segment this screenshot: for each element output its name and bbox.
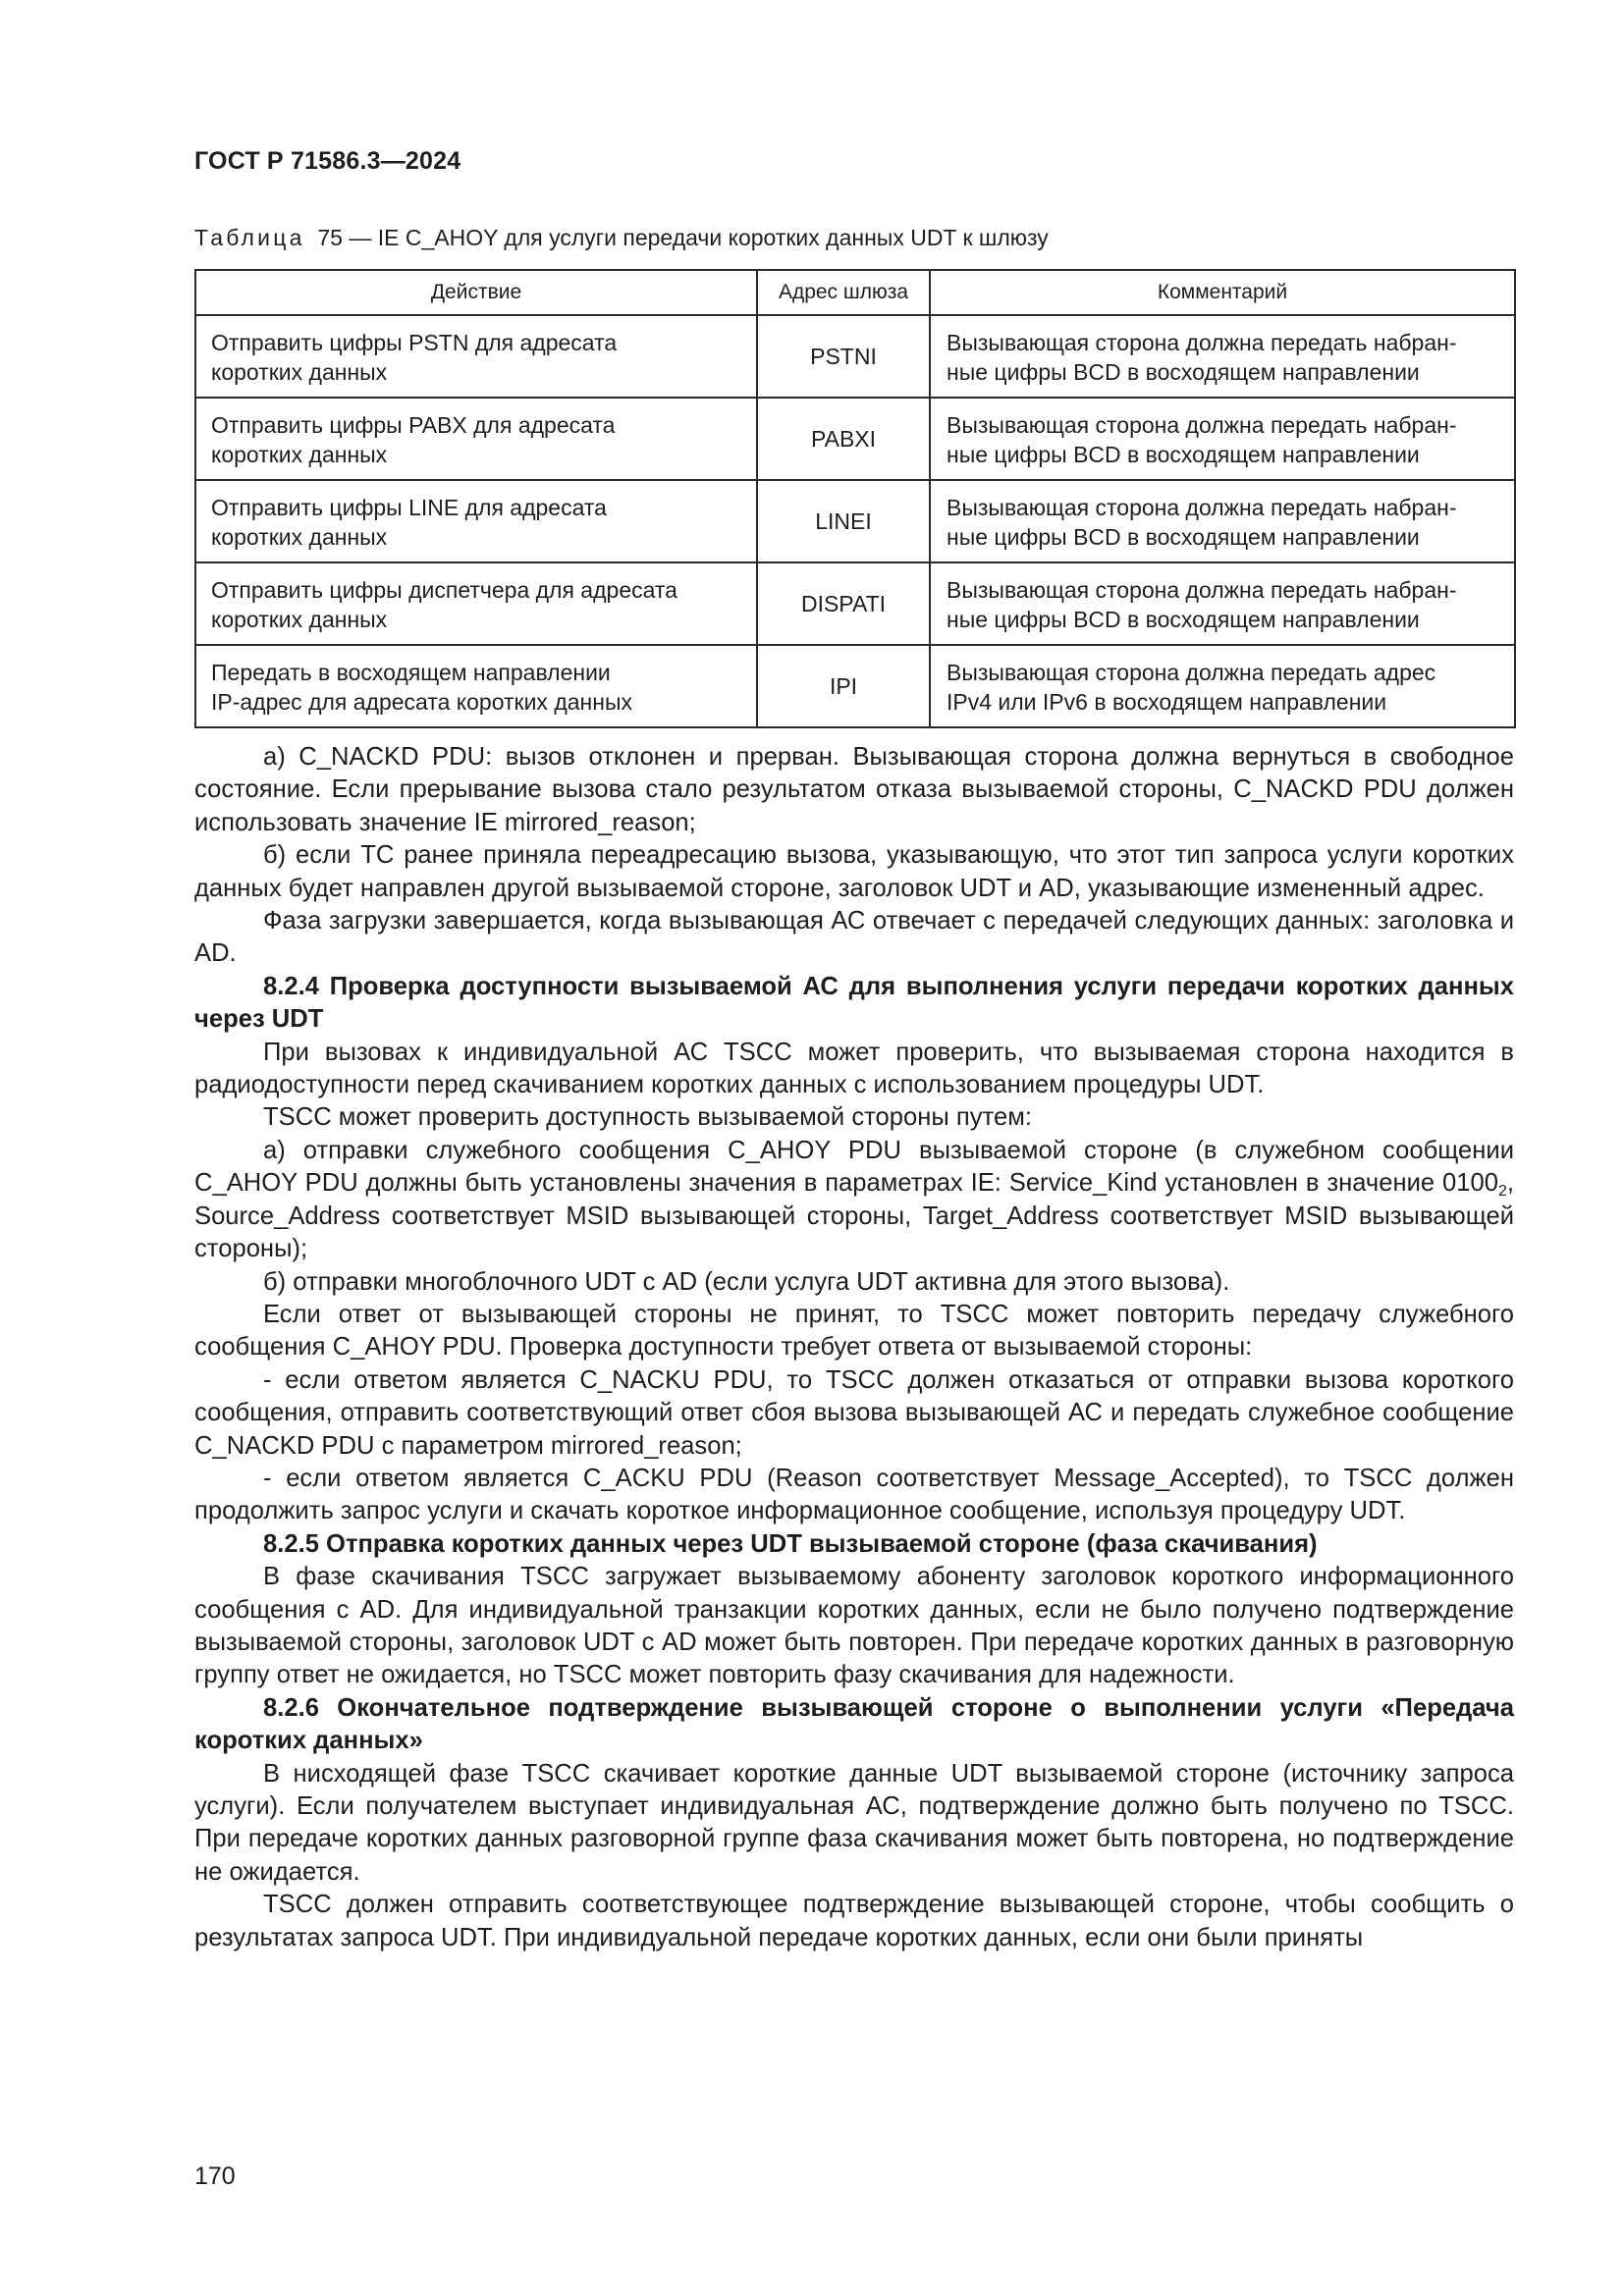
table-row — [195, 645, 1515, 727]
cell-address: PSTNI — [757, 315, 930, 398]
paragraph: В нисходящей фазе TSCC скачивает короткие данные UDT вызываемой стороне (источнику запроса услуги). Если получателем выступает индивидуальная АС, подтверждение должно быть получено по TSCC. При передаче коротких данных разговорной группе фаза скачивания может быть повторена, но подтверждение не ожидается. — [194, 1759, 1514, 1886]
table-row — [195, 315, 1515, 398]
cell-line: ные цифры BCD в восходящем направлении — [947, 359, 1420, 385]
column-header-comment: Комментарий — [930, 270, 1515, 315]
paragraph: б) отправки многоблочного UDT с AD (если услуга UDT активна для этого вызова). — [263, 1267, 1230, 1296]
cell-address: PABXI — [757, 398, 930, 480]
table-caption — [194, 225, 1049, 251]
section-heading: 8.2.5 Отправка коротких данных через UDT вызываемой стороне (фаза скачивания) — [263, 1529, 1318, 1558]
paragraph: TSCC может проверить доступность вызываемой стороны путем: — [263, 1103, 1032, 1132]
paragraph: б) если ТС ранее приняла переадресацию вызова, указывающую, что этот тип запроса услуги коротких данных будет направлен другой вызываемой стороне, заголовок UDT и AD, указывающие измененный адрес. — [194, 841, 1514, 902]
cell-line: ные цифры BCD в восходящем направлении — [947, 524, 1420, 550]
cell-line: IPv4 или IPv6 в восходящем направлении — [947, 689, 1387, 715]
cell-comment — [930, 562, 1515, 645]
cell-line: коротких данных — [211, 607, 388, 632]
column-header-action: Действие — [195, 270, 757, 315]
paragraph-part: а) отправки служебного сообщения C_AHOY PDU вызываемой стороне (в служебном сообщении C_AHOY PDU должны быть установлены значения в параметрах IE: Service_Kind установлен в значение 0100 — [194, 1136, 1514, 1198]
paragraph: а) C_NACKD PDU: вызов отклонен и прерван. Вызывающая сторона должна вернуться в свободное состояние. Если прерывание вызова стало результатом отказа вызываемой стороны, C_NACKD PDU должен использовать значение IE mirrored_reason; — [194, 743, 1514, 836]
subscript: 2 — [1497, 1183, 1507, 1201]
cell-address: LINEI — [757, 480, 930, 562]
paragraph: TSCC должен отправить соответствующее подтверждение вызывающей стороне, чтобы сообщить о результатах запроса UDT. При индивидуальной передаче коротких данных, если они были приняты — [194, 1891, 1514, 1951]
paragraph: Фаза загрузки завершается, когда вызывающая АС отвечает с передачей следующих данных: заголовка и AD. — [194, 907, 1514, 968]
cell-comment — [930, 480, 1515, 562]
cell-line: Вызывающая сторона должна передать набран- — [947, 495, 1457, 520]
column-header-address: Адрес шлюза — [757, 270, 930, 315]
table-caption-label: Таблица — [194, 225, 305, 250]
cell-line: Вызывающая сторона должна передать набран- — [947, 412, 1457, 438]
cell-action — [195, 398, 757, 480]
table-header-row — [195, 270, 1515, 315]
cell-line: коротких данных — [211, 442, 388, 467]
table-row — [195, 562, 1515, 645]
cell-action — [195, 645, 757, 727]
cell-line: Вызывающая сторона должна передать адрес — [947, 660, 1436, 685]
cell-comment — [930, 315, 1515, 398]
cell-line: Отправить цифры PABX для адресата — [211, 412, 616, 438]
cell-action — [195, 480, 757, 562]
cell-line: коротких данных — [211, 359, 388, 385]
cell-line: Отправить цифры PSTN для адресата — [211, 330, 618, 355]
cell-line: Отправить цифры диспетчера для адресата — [211, 577, 677, 603]
cell-line: Передать в восходящем направлении — [211, 660, 611, 685]
cell-line: Отправить цифры LINE для адресата — [211, 495, 607, 520]
paragraph: При вызовах к индивидуальной АС TSCC может проверить, что вызываемая сторона находится в радиодоступности перед скачиванием коротких данных с использованием процедуры UDT. — [194, 1038, 1514, 1099]
paragraph — [194, 1135, 1514, 1266]
cell-action — [195, 562, 757, 645]
document-header: ГОСТ Р 71586.3—2024 — [194, 147, 461, 175]
paragraph: - если ответом является C_NACKU PDU, то TSCC должен отказаться от отправки вызова короткого сообщения, отправить соответствующий ответ сбоя вызова вызывающей АС и передать служебное сообщение C_NACKD PDU с параметром mirrored_reason; — [194, 1365, 1514, 1460]
cell-comment — [930, 645, 1515, 727]
cell-line: коротких данных — [211, 524, 388, 550]
cell-line: Вызывающая сторона должна передать набран- — [947, 577, 1457, 603]
section-heading: 8.2.4 Проверка доступности вызываемой АС для выполнения услуги передачи коротких данных через UDT — [194, 972, 1514, 1034]
cell-address: DISPATI — [757, 562, 930, 645]
cell-line: IP-адрес для адресата коротких данных — [211, 689, 632, 715]
paragraph: Если ответ от вызывающей стороны не принят, то TSCC может повторить передачу служебного сообщения C_AHOY PDU. Проверка доступности требует ответа от вызываемой стороны: — [194, 1300, 1514, 1362]
cell-line: Вызывающая сторона должна передать набран- — [947, 330, 1457, 355]
gateway-table — [194, 269, 1516, 728]
body-text — [194, 741, 1514, 1954]
section-heading: 8.2.6 Окончательное подтверждение вызывающей стороне о выполнении услуги «Передача коротких данных» — [194, 1693, 1514, 1755]
table-row — [195, 398, 1515, 480]
paragraph: - если ответом является C_ACKU PDU (Reason соответствует Message_Accepted), то TSCC должен продолжить запрос услуги и скачать короткое информационное сообщение, используя процедуру UDT. — [194, 1464, 1514, 1525]
paragraph: В фазе скачивания TSCC загружает вызываемому абоненту заголовок короткого информационного сообщения с AD. Для индивидуальной транзакции коротких данных, если не было получено подтверждение вызываемой стороны, заголовок UDT с AD может быть повторен. При передаче коротких данных в разговорную группу ответ не ожидается, но TSCC может повторить фазу скачивания для надежности. — [194, 1563, 1514, 1689]
cell-comment — [930, 398, 1515, 480]
table-caption-text: 75 — IE C_AHOY для услуги передачи коротких данных UDT к шлюзу — [317, 225, 1049, 250]
page-number: 170 — [194, 2163, 236, 2190]
table-row — [195, 480, 1515, 562]
cell-line: ные цифры BCD в восходящем направлении — [947, 442, 1420, 467]
cell-action — [195, 315, 757, 398]
paragraph-part: , Source_Address соответствует MSID вызывающей стороны, Target_Address соответствует MSID вызывающей стороны); — [194, 1169, 1514, 1263]
cell-address: IPI — [757, 645, 930, 727]
cell-line: ные цифры BCD в восходящем направлении — [947, 607, 1420, 632]
